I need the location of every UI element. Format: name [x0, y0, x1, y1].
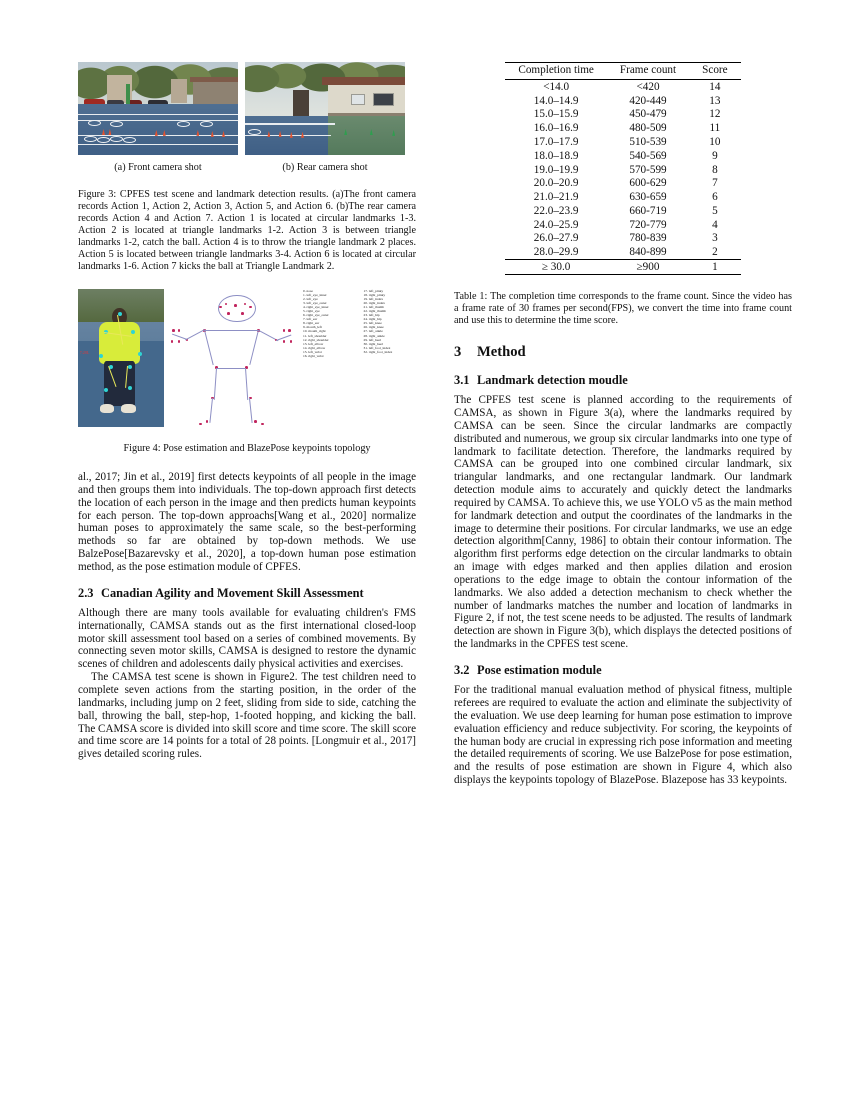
blazepose-skeleton-diagram — [164, 289, 299, 427]
table1-wrapper — [454, 62, 792, 275]
cell-frame-count: 570-599 — [629, 163, 667, 176]
list-item: 4. right_eye_inner — [303, 305, 329, 310]
figure3-subcaptions — [78, 162, 416, 173]
cell-score: 12 — [709, 108, 721, 121]
list-item: 16. right_wrist — [303, 353, 324, 358]
list-item: 19. left_index — [363, 297, 383, 302]
cell-frame-count: 600-629 — [629, 177, 667, 190]
right-column — [454, 62, 792, 1060]
cell-score: 4 — [712, 218, 718, 231]
cell-frame-count: ≥900 — [607, 260, 689, 275]
section-2-3-title: Canadian Agility and Movement Skill Assessment — [101, 585, 364, 600]
table-row — [505, 135, 740, 149]
figure3-images — [78, 62, 416, 155]
list-item: 30. right_heel — [363, 341, 383, 346]
cell-completion-time: 15.0–15.9 — [533, 108, 579, 121]
list-item: 20. right_index — [363, 301, 385, 306]
section-3-1-heading — [454, 373, 792, 388]
completion-time-score-table — [505, 62, 740, 275]
table-row — [505, 232, 740, 246]
cell-completion-time: 28.0–29.9 — [533, 246, 579, 259]
blazepose-keypoint-list — [299, 289, 416, 427]
list-item: 21. left_thumb — [363, 305, 385, 310]
list-item: 0. nose — [303, 289, 313, 293]
section-3-2-number: 3.2 — [454, 663, 470, 677]
table-row — [505, 260, 740, 275]
figure4-images — [78, 289, 416, 427]
list-item: 18. right_pinky — [363, 293, 386, 298]
table-row — [505, 176, 740, 190]
cell-completion-time: 16.0–16.9 — [533, 122, 579, 135]
cell-completion-time: 26.0–27.9 — [533, 232, 579, 245]
list-item: 28. right_ankle — [363, 333, 385, 338]
cell-completion-time: 20.0–20.9 — [533, 177, 579, 190]
cell-completion-time: 24.0–25.9 — [533, 218, 579, 231]
paragraph-3-2-a: For the traditional manual evaluation method of physical fitness, multiple referees are required to evaluate the action and eliminate the subjectivity of the evaluation. We use deep learning for human pose estimation to improve evaluation efficiency and reduce subjectivity. For scoring, the keypoints of the human body are crucial in expressing rich pose information and meeting the detailed requirements of scoring. We use BalzePose for pose estimation, and the results of pose estimation are shown in Figure 4, which also displays the keypoints topology of BlazePose. Blazepose has 33 keypoints. — [454, 684, 792, 787]
list-item: 6. right_eye_outer — [303, 313, 329, 318]
cell-frame-count: 480-509 — [629, 122, 667, 135]
section-3-heading — [454, 344, 792, 361]
column-header-completion-time: Completion time — [505, 63, 607, 80]
table-body — [505, 79, 740, 274]
section-3-1-title: Landmark detection moudle — [477, 372, 628, 387]
cell-frame-count: 540-569 — [629, 149, 667, 162]
list-item: 25. left_knee — [363, 321, 382, 326]
photo-timestamp-overlay: 7:20L — [79, 349, 90, 355]
cell-completion-time: 22.0–23.9 — [533, 204, 579, 217]
paragraph-3-1-a: The CPFES test scene is planned according to the requirements of CAMSA, as shown in Figure 3(a), where the landmarks required by CAMSA can be seen. Since the circular landmarks are compactly distributed and numerous, we group six circular landmarks into one type of landmark to facilitate detection. Therefore, the landmarks required by CAMSA can be grouped into one combined circular landmark, six triangular landmarks, and one rectangular landmark. Our landmark detection module aims to accurately and quickly detect the landmarks required by CAMSA. To achieve this, we use YOLO v5 as the main method for landmark detection and output the coordinates of the landmarks in the image to determine their positions. For circular landmarks, we use an edge detection algorithm[Canny, 1986] to obtain their contour information. The algorithm first performs edge detection on the circular landmarks to obtain an image with edges marked and then applies dilation and erosion operations to the edge image to obtain the contour information of the landmarks. We also added a detection mechanism to check whether the number of landmarks matches the number and location of landmarks in Figure 2, if not, the test scene needs to be adjusted. The results of landmark detection are shown in Figure 3(b), which displays the detected positions of the landmarks in the CPFES test scene. — [454, 394, 792, 651]
cell-completion-time: 18.0–18.9 — [533, 149, 579, 162]
list-item: 11. left_shoulder — [303, 333, 327, 338]
section-2-3-heading — [78, 586, 416, 601]
cell-frame-count: 510-539 — [629, 136, 667, 148]
cell-score: 9 — [712, 149, 718, 162]
keypoint-list-right — [364, 289, 417, 358]
table-row — [505, 204, 740, 218]
list-item: 26. right_knee — [363, 325, 384, 330]
front-camera-photo — [78, 62, 238, 155]
list-item: 15. left_wrist — [303, 349, 322, 354]
list-item: 14. right_elbow — [303, 345, 326, 350]
list-item: 13. left_elbow — [303, 341, 324, 346]
list-item: 2. left_eye — [303, 297, 318, 302]
cell-frame-count: 780-839 — [629, 232, 667, 245]
paragraph-2-3-b: The CAMSA test scene is shown in Figure2. The test children need to complete seven actions from the starting position, in the order of the landmarks, including jump on 2 feet, sliding from side to side, catching the ball, throwing the ball, step-hop, 1-footed hopping, and kicking the ball. The CAMSA score is divided into skill score and time score. The skill score and time score are 14 points for a total of 28 points. [Longmuir et al., 2017] gives detailed scoring rules. — [78, 671, 416, 761]
section-3-2-title: Pose estimation module — [477, 663, 602, 677]
section-3-1-number: 3.1 — [454, 372, 470, 387]
figure3-subcaption-a: (a) Front camera shot — [114, 162, 202, 173]
table-row — [505, 149, 740, 163]
list-item: 1. left_eye_inner — [303, 293, 327, 298]
section-2-3-number: 2.3 — [78, 585, 94, 600]
cell-completion-time: <14.0 — [505, 79, 607, 93]
list-item: 9. mouth_left — [303, 325, 322, 330]
cell-score: 11 — [709, 122, 721, 135]
cell-completion-time: 14.0–14.9 — [533, 94, 579, 107]
left-paragraph-continued: al., 2017; Jin et al., 2019] first detects keypoints of all people in the image and then groups them into individuals. The top-down approach first detects the location of each person in the image and then predicts human keypoints for each person. The top-down approachs[Wang et al., 2020] normalize human poses to approximately the same scale, so the best-performing methods so far are obtained by top-down methods. We use BalzePose[Bazarevsky et al., 2020], a top-down human pose estimation method, as the pose estimation module of CPFES. — [78, 471, 416, 573]
two-column-layout — [78, 62, 792, 1060]
cell-frame-count: 630-659 — [629, 191, 667, 204]
pose-estimation-photo — [78, 289, 164, 427]
cell-completion-time: ≥ 30.0 — [505, 260, 607, 275]
cell-score: 13 — [709, 94, 721, 107]
list-item: 10. mouth_right — [303, 329, 326, 334]
table-row — [505, 94, 740, 108]
list-item: 5. right_eye — [303, 309, 320, 314]
keypoint-list-left — [303, 289, 356, 358]
cell-frame-count: 720-779 — [629, 218, 667, 231]
cell-completion-time: 21.0–21.9 — [533, 191, 579, 204]
list-item: 24. right_hip — [363, 317, 382, 322]
list-item: 23. left_hip — [363, 313, 380, 318]
table-row — [505, 79, 740, 93]
table-row — [505, 190, 740, 204]
table-row — [505, 163, 740, 177]
table-header-row — [505, 63, 740, 80]
cell-score: 5 — [712, 204, 718, 217]
table-row — [505, 245, 740, 259]
section-3-number: 3 — [454, 343, 462, 360]
left-column — [78, 62, 416, 1060]
cell-score: 6 — [712, 191, 718, 204]
figure3-caption: Figure 3: CPFES test scene and landmark detection results. (a)The front camera records Action 1, Action 2, Action 3, Action 5, and Action 6. (b)The rear camera records Action 4 and Action 7. Action 1 is located at circular landmarks 1-3. Action 2 is located at triangle landmarks 1-2. Action 3 is between triangle landmarks 1-2, catch the ball. Action 4 is to throw the triangle landmark 2 places. Action 5 is located between triangle landmarks 3-4. Action 6 is located at circular landmarks 1-6. Action 7 kicks the ball at Triangle Landmark 2. — [78, 189, 416, 272]
figure3-subcaption-b: (b) Rear camera shot — [282, 162, 368, 173]
list-item: 8. right_ear — [303, 321, 320, 326]
table1-caption: Table 1: The completion time corresponds to the frame count. Since the video has a frame rate of 30 frames per second(FPS), we convert the time into frame count and use this to determine the time score. — [454, 290, 792, 326]
cell-frame-count: 840-899 — [629, 246, 667, 259]
cell-completion-time: 19.0–19.9 — [533, 163, 579, 176]
cell-score: 1 — [689, 260, 740, 275]
column-header-score: Score — [689, 63, 740, 80]
cell-score: 2 — [712, 246, 718, 259]
list-item: 32. right_foot_index — [363, 349, 393, 354]
table-row — [505, 121, 740, 135]
list-item: 27. left_ankle — [363, 329, 383, 334]
table-row — [505, 108, 740, 122]
figure4-caption: Figure 4: Pose estimation and BlazePose keypoints topology — [123, 443, 371, 454]
list-item: 22. right_thumb — [363, 309, 387, 314]
cell-frame-count: 450-479 — [629, 108, 667, 121]
rear-camera-photo — [245, 62, 405, 155]
cell-score: 7 — [712, 177, 718, 190]
cell-frame-count: 660-719 — [629, 204, 667, 217]
cell-score: 8 — [712, 163, 718, 176]
paragraph-2-3-a: Although there are many tools available for evaluating children's FMS internationally, CAMSA stands out as the first international closed-loop motor skill assessment tool based on a series of combined movements. By connecting seven motor skills, CAMSA is designed to restore the dynamic scenes of children and adolescents daily physical activities and exercises. — [78, 606, 416, 671]
list-item: 17. left_pinky — [363, 289, 384, 293]
list-item: 3. left_eye_outer — [303, 301, 327, 306]
list-item: 12. right_shoulder — [303, 337, 329, 342]
section-3-title: Method — [477, 343, 526, 360]
cell-score: 14 — [689, 79, 740, 93]
cell-completion-time: 17.0–17.9 — [533, 136, 579, 148]
cell-score: 10 — [709, 136, 721, 148]
table-row — [505, 218, 740, 232]
list-item: 31. left_foot_index — [363, 345, 391, 350]
section-3-2-heading — [454, 663, 792, 678]
cell-frame-count: 420-449 — [629, 94, 667, 107]
list-item: 29. left_heel — [363, 337, 381, 342]
list-item: 7. left_ear — [303, 317, 318, 322]
cell-frame-count: <420 — [607, 79, 689, 93]
cell-score: 3 — [712, 232, 718, 245]
column-header-frame-count: Frame count — [607, 63, 689, 80]
